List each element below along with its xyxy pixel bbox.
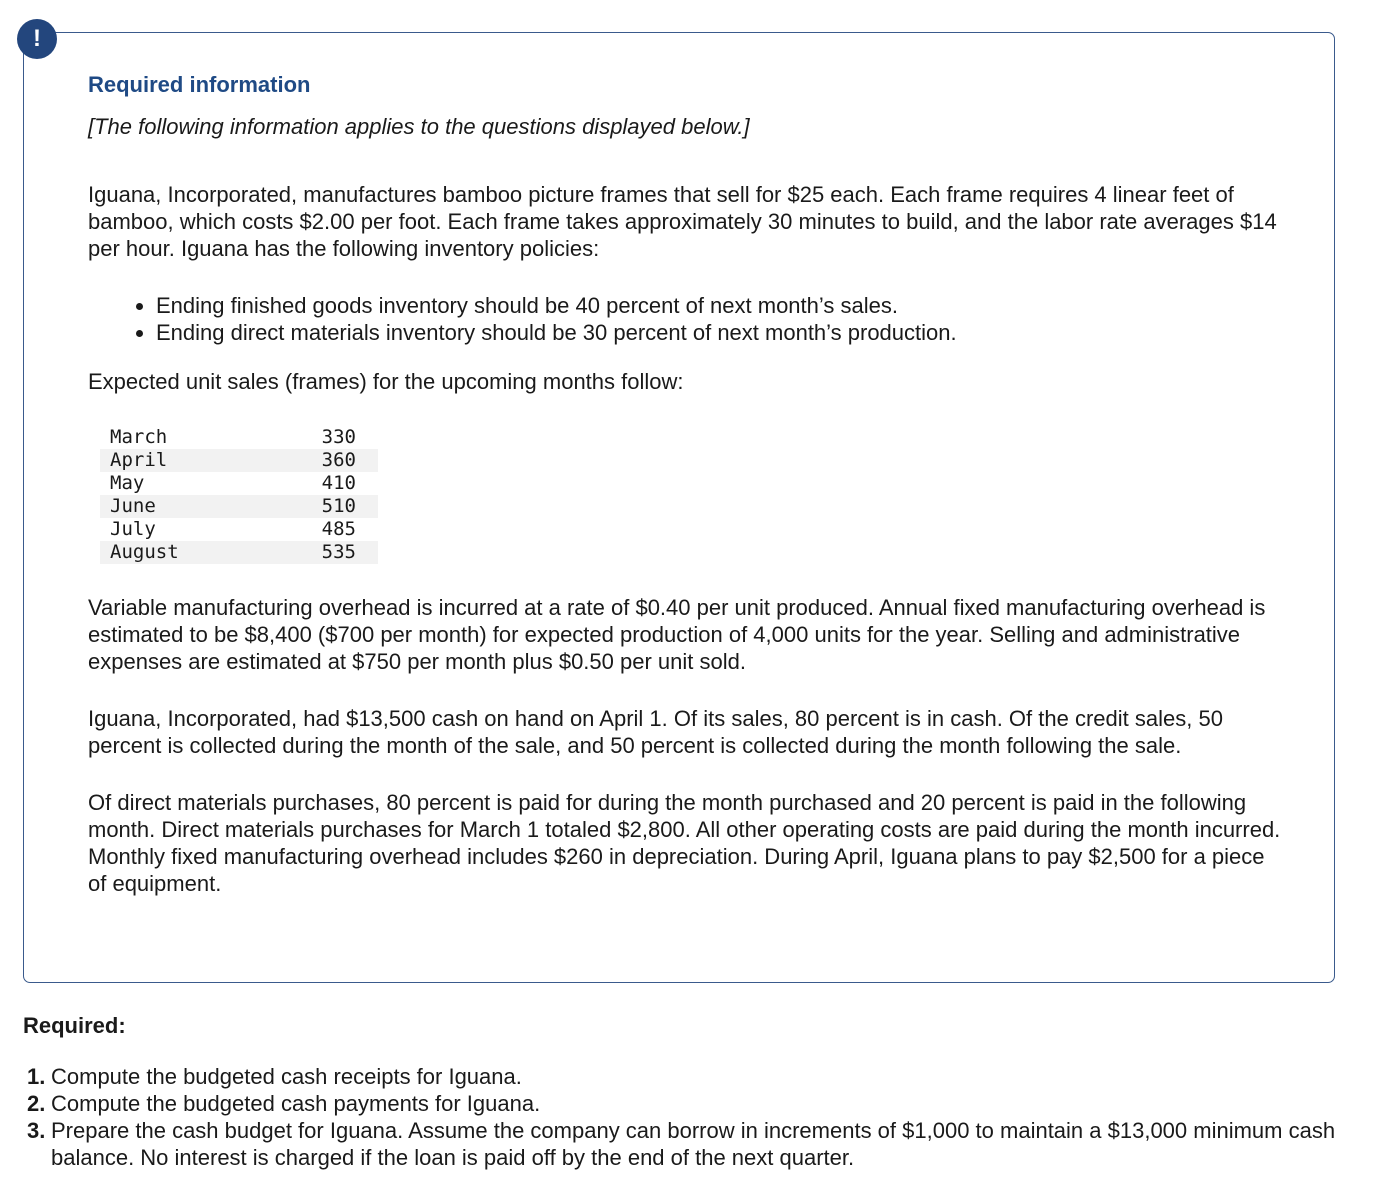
month-cell: June: [100, 495, 300, 518]
required-title: Required:: [23, 1013, 126, 1038]
alert-icon: !: [17, 19, 57, 59]
applies-note: [The following information applies to the questions displayed below.]: [88, 114, 750, 139]
item-number: 3.: [27, 1118, 46, 1143]
sales-intro: Expected unit sales (frames) for the upcoming months follow:: [88, 369, 684, 394]
required-item: [23, 1117, 1373, 1171]
month-cell: July: [110, 518, 156, 540]
table-row: [100, 449, 378, 472]
materials-paragraph: Of direct materials purchases, 80 percent is paid for during the month purchased and 20 percent is paid in the following month. Direct materials purchases for March 1 totaled $2,800. All other operating costs are paid during the month incurred. Monthly fixed manufacturing overhead includes $260 in depreciation. During April, Iguana plans to pay $2,500 for a piece of equipment.: [88, 790, 1281, 896]
table-row: [100, 426, 378, 449]
units-cell: 410: [321, 472, 356, 494]
table-row: [100, 472, 378, 495]
cash-paragraph: Iguana, Incorporated, had $13,500 cash on hand on April 1. Of its sales, 80 percent is in cash. Of the credit sales, 50 percent is collected during the month of the sale, and 50 percent is collected during the month following the sale.: [88, 706, 1223, 758]
table-row: [100, 541, 378, 564]
item-text: Prepare the cash budget for Iguana. Assume the company can borrow in increments of $1,000 to maintain a $13,000 minimum cash balance. No interest is charged if the loan is paid off by the end of the next quarter.: [51, 1118, 1336, 1170]
info-content: [88, 71, 1288, 897]
table-row: [100, 495, 378, 518]
overhead-paragraph: Variable manufacturing overhead is incurred at a rate of $0.40 per unit produced. Annual fixed manufacturing overhead is estimated to be $8,400 ($700 per month) for expected production of 4,000 units for the year. Selling and administrative expenses are estimated at $750 per month plus $0.50 per unit sold.: [88, 595, 1266, 674]
month-cell: April: [100, 449, 300, 472]
table-row: [100, 518, 378, 541]
units-cell: 485: [321, 518, 356, 540]
required-section: [23, 1012, 1373, 1171]
item-number: 2.: [27, 1091, 46, 1116]
item-number: 1.: [27, 1064, 46, 1089]
month-cell: March: [110, 426, 168, 448]
units-cell: 330: [321, 426, 356, 448]
required-information-panel: [23, 32, 1335, 983]
item-text: Compute the budgeted cash payments for Iguana.: [51, 1091, 541, 1116]
required-item: [23, 1090, 1373, 1117]
policy-item: • Ending direct materials inventory should be 30 percent of next month’s production.: [156, 319, 1288, 346]
required-item: [23, 1063, 1373, 1090]
month-cell: August: [100, 541, 300, 564]
inventory-policies-list: [88, 292, 1288, 346]
month-cell: May: [110, 472, 145, 494]
required-information-title: Required information: [88, 72, 311, 97]
company-description: Iguana, Incorporated, manufactures bamboo picture frames that sell for $25 each. Each frame requires 4 linear feet of bamboo, which costs $2.00 per foot. Each frame takes approximately 30 minutes to build, and the labor rate averages $14 per hour. Iguana has the following inventory policies:: [88, 182, 1277, 261]
item-text: Compute the budgeted cash receipts for Iguana.: [51, 1064, 522, 1089]
units-cell: 360: [300, 449, 378, 472]
required-list: [23, 1063, 1373, 1171]
units-cell: 535: [300, 541, 378, 564]
units-cell: 510: [300, 495, 378, 518]
policy-item: • Ending finished goods inventory should be 40 percent of next month’s sales.: [156, 292, 1288, 319]
expected-sales-table: [100, 426, 378, 564]
